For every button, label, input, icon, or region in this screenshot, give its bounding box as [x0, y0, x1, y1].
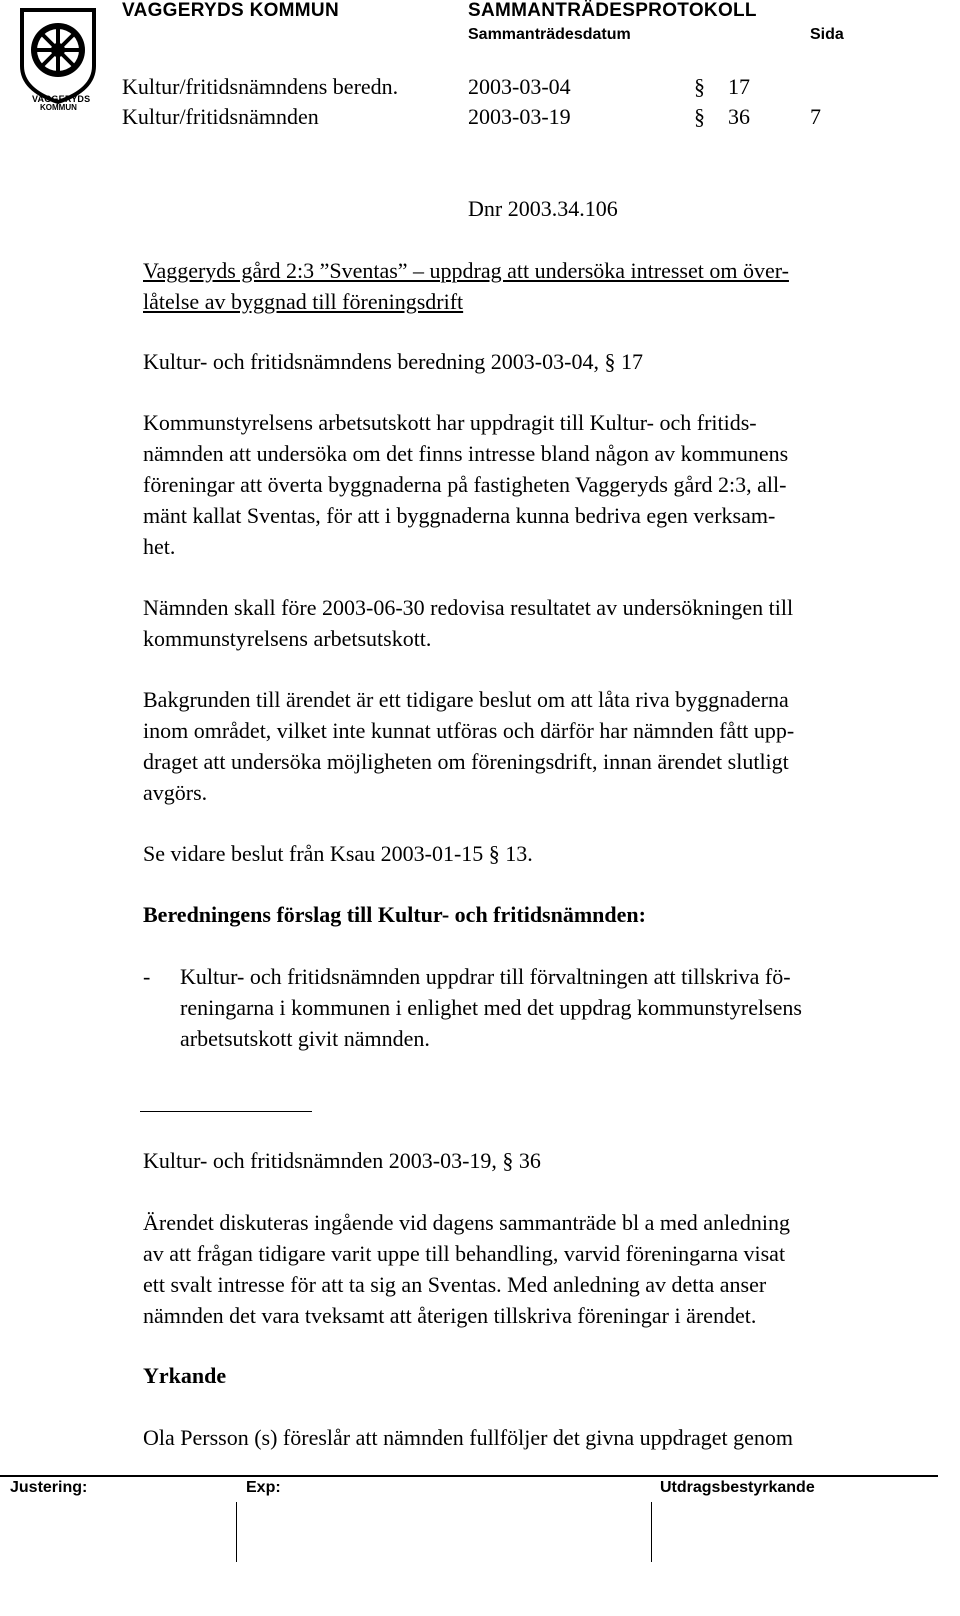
footer-exp-label: Exp:	[246, 1479, 281, 1496]
paragraph-line: av att frågan tidigare varit uppe till behandling, varvid föreningarna visat	[143, 1241, 786, 1266]
paragraph-line: Nämnden skall före 2003-06-30 redovisa resultatet av undersökningen till	[143, 595, 794, 620]
body-paragraph	[143, 592, 943, 654]
case-title-line: Vaggeryds gård 2:3 ”Sventas” – uppdrag att undersöka intresset om över-	[143, 258, 789, 283]
meeting-body-2: Kultur/fritidsnämnden	[122, 104, 319, 129]
paragraph-line: mänt kallat Sventas, för att i byggnaderna kunna bedriva egen verksam-	[143, 503, 776, 528]
case-title-line: låtelse av byggnad till föreningsdrift	[143, 289, 464, 314]
section-heading-namnden: Kultur- och fritidsnämnden 2003-03-19, § 36	[143, 1148, 541, 1173]
document-type: SAMMANTRÄDESPROTOKOLL	[468, 0, 757, 21]
meeting-page-2: 7	[810, 104, 821, 129]
municipality-logo	[18, 6, 98, 110]
footer-divider	[651, 1502, 652, 1562]
proposal-text	[180, 961, 940, 1054]
meeting-date-2: 2003-03-19	[468, 104, 571, 129]
page-column-label: Sida	[810, 26, 844, 43]
logo-text-2: KOMMUN	[40, 103, 77, 112]
case-number: Dnr 2003.34.106	[468, 196, 618, 221]
date-column-label: Sammanträdesdatum	[468, 26, 631, 43]
paragraph-sign-2: §	[694, 104, 705, 129]
proposal-line: reningarna i kommunen i enlighet med det uppdrag kommunstyrelsens	[180, 995, 802, 1020]
paragraph-line: avgörs.	[143, 780, 208, 805]
logo-text-1: VAGGERYDS	[32, 94, 91, 104]
meeting-date-1: 2003-03-04	[468, 74, 571, 99]
paragraph-sign-1: §	[694, 74, 705, 99]
yrkande-heading: Yrkande	[143, 1363, 227, 1388]
yrkande-text: Ola Persson (s) föreslår att nämnden fullföljer det givna uppdraget genom	[143, 1425, 794, 1450]
paragraph-line: nämnden att undersöka om det finns intresse bland någon av kommunens	[143, 441, 789, 466]
case-title	[143, 255, 943, 317]
proposal-line: arbetsutskott givit nämnden.	[180, 1026, 430, 1051]
paragraph-line: nämnden det vara tveksamt att återigen tillskriva föreningar i ärendet.	[143, 1303, 757, 1328]
proposal-line: Kultur- och fritidsnämnden uppdrar till förvaltningen att tillskriva fö-	[180, 964, 791, 989]
body-paragraph	[143, 1207, 943, 1331]
footer-utdrag-label: Utdragsbestyrkande	[660, 1479, 815, 1496]
meeting-paragraph-1: 17	[728, 74, 750, 99]
body-paragraph	[143, 407, 943, 562]
paragraph-line: inom området, vilket inte kunnat utföras och därför har nämnden fått upp-	[143, 718, 795, 743]
paragraph-line: Se vidare beslut från Ksau 2003-01-15 § 13.	[143, 841, 533, 866]
section-separator	[140, 1111, 312, 1112]
paragraph-line: föreningar att överta byggnaderna på fastigheten Vaggeryds gård 2:3, all-	[143, 472, 787, 497]
footer-justering-label: Justering:	[10, 1479, 88, 1496]
paragraph-line: ett svalt intresse för att ta sig an Sventas. Med anledning av detta anser	[143, 1272, 767, 1297]
footer-divider	[236, 1502, 237, 1562]
body-paragraph	[143, 684, 943, 808]
municipality-name: VAGGERYDS KOMMUN	[122, 0, 339, 21]
body-paragraph	[143, 838, 943, 869]
paragraph-line: Ärendet diskuteras ingående vid dagens sammanträde bl a med anledning	[143, 1210, 790, 1235]
paragraph-line: het.	[143, 534, 176, 559]
footer-top-rule	[0, 1475, 938, 1477]
section-heading-beredning: Kultur- och fritidsnämndens beredning 2003-03-04, § 17	[143, 349, 643, 374]
paragraph-line: draget att undersöka möjligheten om föreningsdrift, innan ärendet slutligt	[143, 749, 789, 774]
paragraph-line: kommunstyrelsens arbetsutskott.	[143, 626, 432, 651]
proposal-heading: Beredningens förslag till Kultur- och fritidsnämnden:	[143, 902, 646, 927]
meeting-paragraph-2: 36	[728, 104, 750, 129]
meeting-body-1: Kultur/fritidsnämndens beredn.	[122, 74, 399, 99]
paragraph-line: Bakgrunden till ärendet är ett tidigare beslut om att låta riva byggnaderna	[143, 687, 789, 712]
proposal-bullet: -	[143, 964, 151, 989]
paragraph-line: Kommunstyrelsens arbetsutskott har uppdragit till Kultur- och fritids-	[143, 410, 757, 435]
